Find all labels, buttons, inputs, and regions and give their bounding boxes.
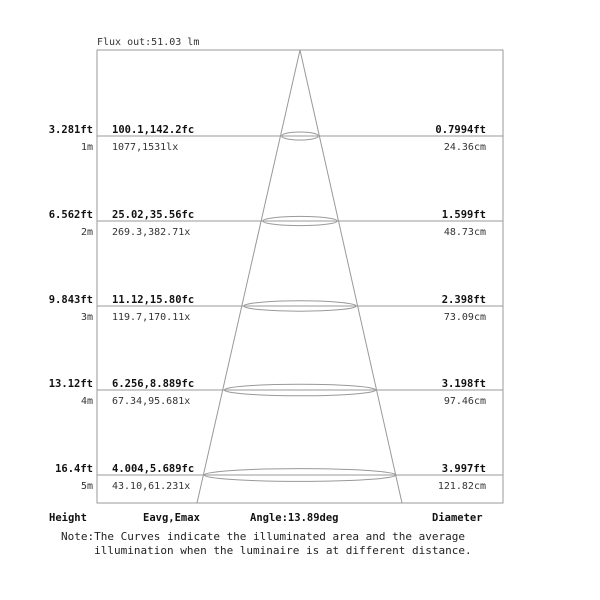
height-ft-label: 3.281ft — [48, 124, 93, 136]
header-height: Height — [49, 512, 87, 524]
header-angle: Angle:13.89deg — [250, 512, 339, 524]
height-m-label: 1m — [80, 142, 93, 153]
height-ft-label: 9.843ft — [48, 294, 93, 306]
diameter-ft-label: 3.198ft — [441, 378, 486, 390]
diagram-frame — [97, 50, 503, 503]
diameter-ft-label: 0.7994ft — [435, 124, 486, 136]
illuminance-lx-label: 43.10,61.231x — [112, 481, 191, 492]
diameter-cm-label: 73.09cm — [443, 312, 486, 323]
diameter-ft-label: 1.599ft — [441, 209, 486, 221]
illuminance-fc-label: 4.004,5.689fc — [112, 463, 195, 475]
diameter-ft-label: 3.997ft — [441, 463, 486, 475]
diameter-cm-label: 48.73cm — [443, 227, 486, 238]
height-m-label: 5m — [80, 481, 93, 492]
illuminance-fc-label: 100.1,142.2fc — [112, 124, 195, 136]
diameter-cm-label: 24.36cm — [443, 142, 486, 153]
height-m-label: 4m — [80, 396, 93, 407]
height-ft-label: 16.4ft — [55, 463, 93, 475]
illuminance-lx-label: 1077,1531lx — [112, 142, 179, 153]
diameter-cm-label: 121.82cm — [437, 481, 486, 492]
header-eavg-emax: Eavg,Emax — [143, 512, 200, 524]
flux-label: Flux out:51.03 lm — [97, 37, 200, 48]
illuminance-fc-label: 6.256,8.889fc — [112, 378, 195, 390]
illuminance-lx-label: 269.3,382.71x — [112, 227, 191, 238]
header-diameter: Diameter — [432, 512, 483, 524]
height-ft-label: 6.562ft — [48, 209, 93, 221]
note-line-1: Note:The Curves indicate the illuminated area and the average — [61, 530, 465, 543]
beam-left-edge — [197, 50, 300, 503]
illuminance-lx-label: 119.7,170.11x — [112, 312, 191, 323]
note-line-2: illumination when the luminaire is at different distance. — [61, 544, 472, 557]
illuminance-fc-label: 11.12,15.80fc — [112, 294, 195, 306]
distance-rows — [49, 124, 503, 492]
illuminance-lx-label: 67.34,95.681x — [112, 396, 191, 407]
height-ft-label: 13.12ft — [48, 378, 93, 390]
beam-right-edge — [300, 50, 402, 503]
height-m-label: 3m — [80, 312, 93, 323]
height-m-label: 2m — [80, 227, 93, 238]
diameter-cm-label: 97.46cm — [443, 396, 486, 407]
diameter-ft-label: 2.398ft — [441, 294, 486, 306]
illuminance-fc-label: 25.02,35.56fc — [112, 209, 195, 221]
